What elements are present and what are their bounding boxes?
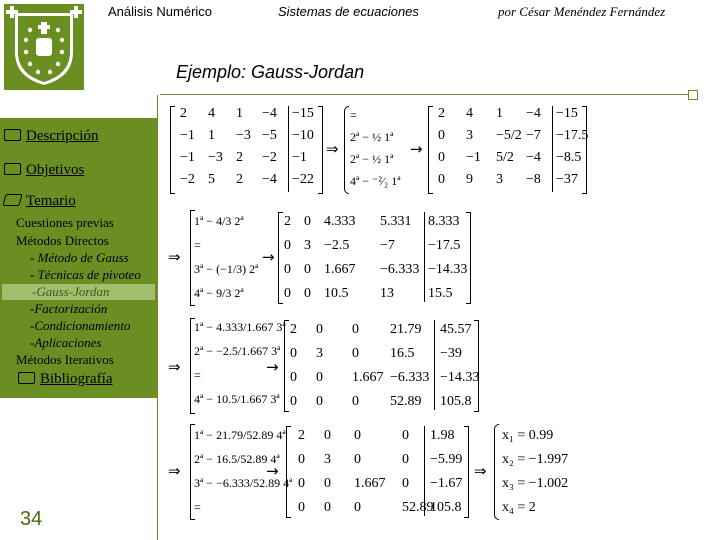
- matrix-cell: −2.5: [324, 238, 350, 253]
- matrix-bracket-right: [318, 106, 323, 194]
- row-operation: 3ª − (−1/3) 2ª: [194, 262, 259, 276]
- solution-value: x₁ = 0.99: [502, 428, 554, 443]
- matrix-cell: 0: [316, 370, 323, 385]
- folder-icon: [4, 129, 21, 141]
- row-operation: 4ª − 10.5/1.667 3ª: [194, 392, 280, 406]
- row-operation: 1ª − 4/3 2ª: [194, 214, 244, 228]
- implies-arrow-icon: ⇒: [168, 462, 181, 480]
- matrix-cell: 105.8: [430, 500, 462, 515]
- matrix-cell: −5.99: [430, 452, 463, 467]
- title-rule: [160, 94, 690, 95]
- matrix-cell: −8: [526, 172, 541, 187]
- matrix-bracket-left: [170, 106, 175, 194]
- matrix-cell: −2: [180, 172, 195, 187]
- matrix-cell: 0: [402, 428, 409, 443]
- navigation-menu: [0, 118, 157, 398]
- matrix-cell: −39: [440, 346, 462, 361]
- temario-metodos-iterativos[interactable]: Métodos Iterativos: [16, 352, 114, 367]
- solution-value: x₂ = −1.997: [502, 452, 569, 467]
- matrix-cell: 2: [284, 214, 291, 229]
- matrix-cell: 1: [208, 128, 215, 143]
- matrix-cell: 0: [438, 128, 445, 143]
- matrix-cell: 9: [466, 172, 473, 187]
- implies-arrow-icon: ⇒: [168, 248, 181, 266]
- matrix-cell: 15.5: [428, 286, 453, 301]
- matrix-cell: −5: [262, 128, 277, 143]
- matrix-bracket-left: [278, 212, 283, 304]
- topic-title: Sistemas de ecuaciones: [278, 4, 419, 19]
- matrix-cell: 0: [402, 452, 409, 467]
- augmented-separator: [288, 106, 289, 192]
- matrix-cell: −1: [180, 128, 195, 143]
- university-logo-icon: [4, 4, 84, 90]
- matrix-cell: 0: [304, 262, 311, 277]
- matrix-cell: 0: [284, 238, 291, 253]
- matrix-cell: 0: [352, 394, 359, 409]
- matrix-cell: 1.667: [324, 262, 356, 277]
- matrix-cell: 1.667: [352, 370, 384, 385]
- matrix-cell: 0: [438, 150, 445, 165]
- matrix-cell: 0: [298, 452, 305, 467]
- course-title: Análisis Numérico: [108, 4, 213, 19]
- matrix-cell: −14.33: [428, 262, 468, 277]
- matrix-cell: 0: [402, 476, 409, 491]
- temario-metodos-directos[interactable]: Métodos Directos: [16, 233, 109, 248]
- implies-arrow-icon: ⇒: [168, 358, 181, 376]
- matrix-bracket-right: [474, 320, 479, 412]
- matrix-cell: 5.331: [380, 214, 412, 229]
- matrix-cell: 1: [236, 106, 243, 121]
- page-title: Ejemplo: Gauss-Jordan: [176, 62, 365, 82]
- matrix-cell: 0: [352, 322, 359, 337]
- rule-end-marker: [688, 90, 698, 100]
- row-operation: 2ª − 16.5/52.89 4ª: [194, 452, 280, 466]
- solution-value: x₄ = 2: [502, 500, 536, 515]
- row-operation: 4ª − ⁻²⁄₂ 1ª: [350, 174, 401, 188]
- matrix-cell: −1: [180, 150, 195, 165]
- matrix-cell: −14.33: [440, 370, 480, 385]
- matrix-cell: 3: [304, 238, 311, 253]
- matrix-cell: −17.5: [556, 128, 589, 143]
- matrix-cell: −5/2: [496, 128, 522, 143]
- matrix-cell: −22: [292, 172, 314, 187]
- implies-arrow-icon: ⇒: [326, 140, 339, 158]
- matrix-cell: 8.333: [428, 214, 460, 229]
- author: por César Menéndez Fernández: [498, 4, 666, 19]
- matrix-cell: −7: [526, 128, 541, 143]
- matrix-cell: −4: [526, 150, 541, 165]
- row-operation: 1ª − 4.333/1.667 3ª: [194, 320, 286, 334]
- ops-brace-left: [344, 106, 349, 194]
- matrix-cell: 2: [438, 106, 445, 121]
- matrix-cell: 3: [316, 346, 323, 361]
- matrix-cell: 0: [324, 500, 331, 515]
- matrix-cell: 0: [324, 428, 331, 443]
- matrix-cell: 0: [354, 428, 361, 443]
- matrix-cell: −4: [262, 106, 277, 121]
- open-folder-icon: [2, 194, 22, 206]
- matrix-cell: 52.89: [402, 500, 434, 515]
- row-operation: 3ª − −6.333/52.89 4ª: [194, 476, 293, 490]
- matrix-cell: 0: [354, 452, 361, 467]
- folder-icon: [4, 163, 21, 175]
- matrix-cell: −8.5: [556, 150, 582, 165]
- matrix-cell: −1: [466, 150, 481, 165]
- nav-bibliografia[interactable]: Bibliografía: [18, 371, 112, 388]
- matrix-cell: 1.98: [430, 428, 455, 443]
- page-number: 34: [20, 508, 43, 530]
- matrix-cell: 0: [316, 394, 323, 409]
- matrix-cell: 4.333: [324, 214, 356, 229]
- matrix-bracket-left: [284, 320, 289, 412]
- matrix-cell: 105.8: [440, 394, 472, 409]
- matrix-bracket-right: [582, 106, 587, 194]
- matrix-cell: 2: [236, 172, 243, 187]
- matrix-cell: 0: [290, 346, 297, 361]
- right-arrow-icon: →: [266, 358, 279, 376]
- matrix-cell: 13: [380, 286, 394, 301]
- matrix-cell: 4: [208, 106, 215, 121]
- nav-descripcion[interactable]: Descripción: [4, 128, 98, 145]
- row-operation: 2ª − −2.5/1.667 3ª: [194, 344, 281, 358]
- row-operation: 4ª − 9/3 2ª: [194, 286, 244, 300]
- matrix-cell: 0: [298, 500, 305, 515]
- temario-tecnicas-pivoteo[interactable]: - Técnicas de pivoteo: [30, 267, 141, 282]
- matrix-cell: −6.333: [390, 370, 430, 385]
- sidebar: [0, 0, 158, 540]
- matrix-cell: −10: [292, 128, 314, 143]
- solution-value: x₃ = −1.002: [502, 476, 569, 491]
- temario-gauss-jordan[interactable]: -Gauss-Jordan: [2, 284, 155, 300]
- matrix-bracket-right: [466, 212, 471, 304]
- matrix-cell: 0: [304, 286, 311, 301]
- matrix-cell: 16.5: [390, 346, 415, 361]
- temario-metodo-gauss[interactable]: - Método de Gauss: [30, 250, 129, 265]
- matrix-cell: 3: [324, 452, 331, 467]
- matrix-cell: −6.333: [380, 262, 420, 277]
- matrix-cell: 0: [354, 500, 361, 515]
- solution-brace: [494, 424, 499, 520]
- matrix-cell: 10.5: [324, 286, 349, 301]
- nav-temario[interactable]: Temario: [4, 193, 76, 210]
- augmented-separator: [552, 106, 553, 192]
- matrix-cell: −4: [262, 172, 277, 187]
- matrix-cell: 3: [496, 172, 503, 187]
- matrix-cell: 0: [438, 172, 445, 187]
- row-operation: =: [194, 238, 201, 252]
- matrix-cell: 0: [290, 370, 297, 385]
- matrix-cell: 3: [466, 128, 473, 143]
- temario-aplicaciones[interactable]: -Aplicaciones: [30, 335, 102, 350]
- nav-objetivos[interactable]: Objetivos: [4, 162, 84, 179]
- row-operation: 1ª − 21.79/52.89 4ª: [194, 428, 286, 442]
- matrix-cell: −3: [208, 150, 223, 165]
- matrix-cell: 0: [290, 394, 297, 409]
- folder-icon: [18, 372, 35, 384]
- matrix-cell: −4: [526, 106, 541, 121]
- matrix-cell: 2: [298, 428, 305, 443]
- matrix-cell: 21.79: [390, 322, 422, 337]
- temario-cuestiones-previas[interactable]: Cuestiones previas: [16, 215, 114, 230]
- right-arrow-icon: →: [262, 248, 275, 266]
- matrix-cell: −1: [292, 150, 307, 165]
- matrix-cell: 2: [236, 150, 243, 165]
- matrix-cell: 2: [180, 106, 187, 121]
- augmented-separator: [424, 212, 425, 302]
- matrix-cell: 1: [496, 106, 503, 121]
- divider: [157, 95, 158, 540]
- matrix-cell: 0: [324, 476, 331, 491]
- row-operation: 2ª − ½ 1ª: [350, 130, 394, 144]
- row-operation: =: [194, 368, 201, 382]
- matrix-cell: 52.89: [390, 394, 422, 409]
- matrix-cell: −3: [236, 128, 251, 143]
- matrix-cell: 5/2: [496, 150, 514, 165]
- matrix-bracket-left: [286, 426, 291, 518]
- row-operation: 2ª − ½ 1ª: [350, 152, 394, 166]
- temario-factorizacion[interactable]: -Factorización: [30, 301, 108, 316]
- matrix-cell: −7: [380, 238, 395, 253]
- matrix-cell: −1.67: [430, 476, 463, 491]
- matrix-cell: 45.57: [440, 322, 472, 337]
- implies-arrow-icon: ⇒: [474, 462, 487, 480]
- matrix-cell: −2: [262, 150, 277, 165]
- row-operation: =: [350, 108, 357, 122]
- row-operation: =: [194, 500, 201, 514]
- temario-condicionamiento[interactable]: -Condicionamiento: [30, 318, 131, 333]
- matrix-cell: −15: [556, 106, 578, 121]
- matrix-cell: 1.667: [354, 476, 386, 491]
- right-arrow-icon: →: [266, 462, 279, 480]
- matrix-cell: 0: [316, 322, 323, 337]
- matrix-cell: 0: [304, 214, 311, 229]
- matrix-cell: 2: [290, 322, 297, 337]
- matrix-bracket-right: [464, 426, 469, 518]
- matrix-cell: −15: [292, 106, 314, 121]
- matrix-cell: −37: [556, 172, 578, 187]
- matrix-cell: 0: [284, 286, 291, 301]
- matrix-cell: 0: [284, 262, 291, 277]
- matrix-cell: 5: [208, 172, 215, 187]
- augmented-separator: [434, 320, 435, 410]
- matrix-bracket-left: [428, 106, 433, 194]
- matrix-cell: 0: [298, 476, 305, 491]
- right-arrow-icon: →: [410, 140, 423, 158]
- matrix-cell: −17.5: [428, 238, 461, 253]
- matrix-cell: 0: [352, 346, 359, 361]
- matrix-cell: 4: [466, 106, 473, 121]
